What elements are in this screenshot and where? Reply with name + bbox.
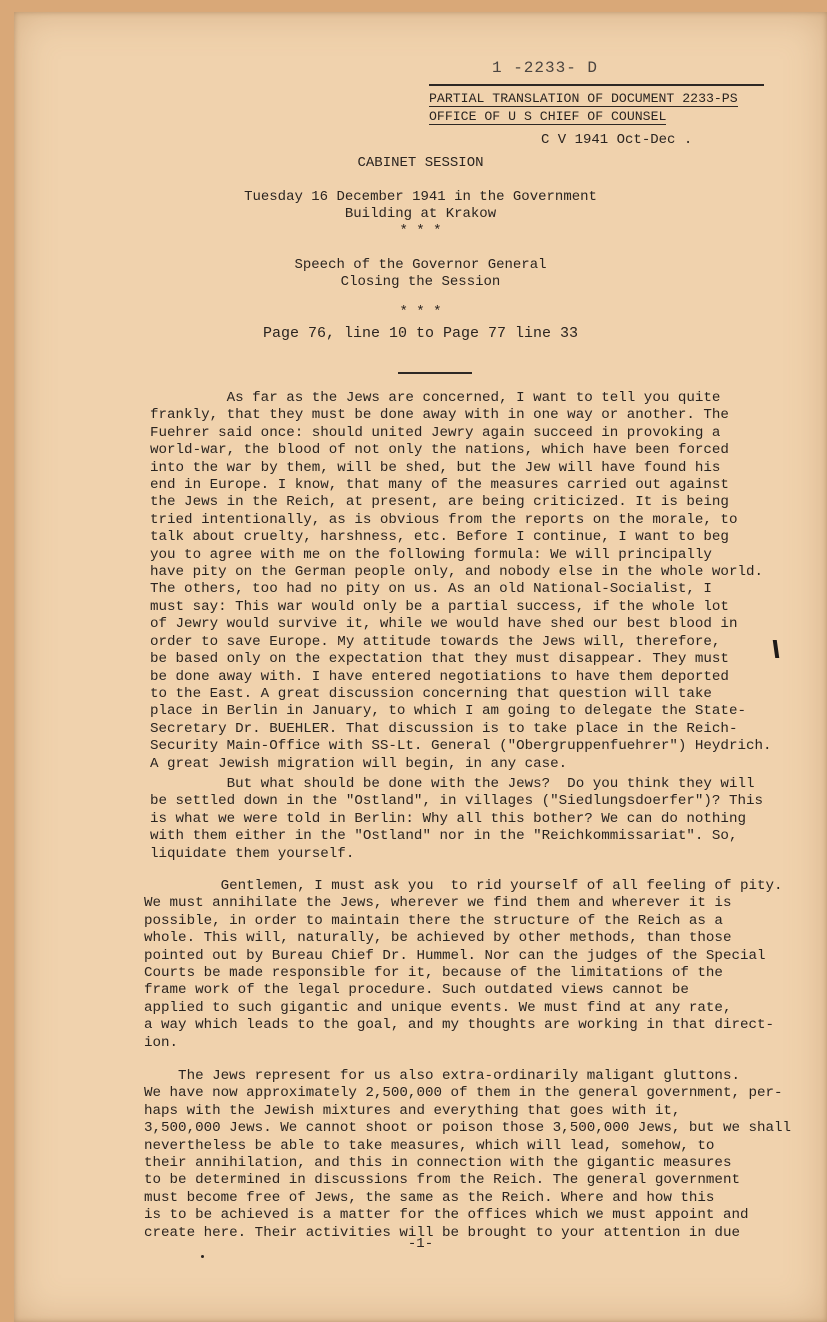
text-line: is to be achieved is a matter for the offices which we must appoint and [144, 1207, 749, 1224]
text-line: be based only on the expectation that they must disappear. They must [150, 651, 729, 668]
header-line-1: PARTIAL TRANSLATION OF DOCUMENT 2233-PS [429, 91, 738, 106]
text-line: Security Main-Office with SS-Lt. General ("Obergruppenfuehrer") Heydrich. [150, 738, 772, 755]
text-line: ion. [144, 1034, 179, 1051]
date-line-1: Tuesday 16 December 1941 in the Government [244, 189, 597, 205]
date-line-2: Building at Krakow [344, 206, 497, 222]
text-line: Gentlemen, I must ask you to rid yourself of all feeling of pity. [144, 878, 783, 894]
text-line: Courts be made responsible for it, because of the limitations of the [144, 965, 723, 982]
text-line: be settled down in the "Ostland", in villages ("Siedlungsdoerfer")? This [150, 793, 763, 810]
separator-stars-2: * * * [399, 304, 442, 320]
cv-reference: C V 1941 Oct-Dec . [541, 132, 693, 148]
text-line: Secretary Dr. BUEHLER. That discussion is to take place in the Reich- [150, 720, 738, 737]
text-line: into the war by them, will be shed, but the Jew will have found his [150, 459, 721, 476]
text-line: As far as the Jews are concerned, I want to tell you quite [150, 390, 721, 406]
text-line: talk about cruelty, harshness, etc. Before I continue, I want to beg [150, 529, 729, 546]
text-line: their annihilation, and this in connection with the gigantic measures [144, 1155, 732, 1172]
text-line: A great Jewish migration will begin, in any case. [150, 755, 568, 772]
text-line: of Jewry would survive it, while we would have shed our best blood in [150, 616, 738, 633]
document-title: CABINET SESSION [357, 155, 484, 171]
text-line: nevertheless be able to take measures, which will lead, somehow, to [144, 1137, 715, 1154]
text-line: must say: This war would only be a partial success, if the whole lot [150, 598, 729, 615]
text-line: frame work of the legal procedure. Such outdated views cannot be [144, 982, 689, 999]
text-line: liquidate them yourself. [150, 845, 355, 862]
text-line: order to save Europe. My attitude towards the Jews will, therefore, [150, 633, 721, 650]
text-line: place in Berlin in January, to which I am going to delegate the State- [150, 703, 746, 720]
document-page [14, 12, 827, 1322]
page-number: -1- [407, 1236, 434, 1252]
text-line: applied to such gigantic and unique events. We must find at any rate, [144, 999, 732, 1016]
text-line: haps with the Jewish mixtures and everything that goes with it, [144, 1102, 681, 1119]
text-line: 3,500,000 Jews. We cannot shoot or poison those 3,500,000 Jews, but we shall [144, 1120, 792, 1137]
paragraph-3 [144, 878, 824, 1052]
text-line: The Jews represent for us also extra-ordinarily maligant gluttons. [144, 1068, 740, 1084]
text-line: possible, in order to maintain there the structure of the Reich as a [144, 912, 723, 929]
paragraph-2 [150, 776, 827, 863]
text-line: you to agree with me on the following formula: We will principally [150, 546, 712, 563]
text-line: tried intentionally, as is obvious from the reports on the morale, to [150, 511, 738, 528]
ink-dot [201, 1255, 204, 1258]
text-line: We must annihilate the Jews, wherever we find them and wherever it is [144, 895, 732, 912]
header-line-2: OFFICE OF U S CHIEF OF COUNSEL [429, 109, 667, 124]
speech-line-2: Closing the Session [340, 274, 501, 290]
text-line: a way which leads to the goal, and my thoughts are working in that direct- [144, 1017, 775, 1034]
text-line: must become free of Jews, the same as the Reich. Where and how this [144, 1189, 715, 1206]
page-reference: Page 76, line 10 to Page 77 line 33 [262, 325, 579, 342]
text-line: create here. Their activities will be brought to your attention in due [144, 1224, 740, 1241]
speech-line-1: Speech of the Governor General [294, 257, 547, 273]
text-line: Fuehrer said once: should united Jewry again succeed in provoking a [150, 424, 721, 441]
text-line: the Jews in the Reich, at present, are being criticized. It is being [150, 494, 729, 511]
text-line: to the East. A great discussion concerning that question will take [150, 685, 712, 702]
translation-header [429, 84, 764, 125]
text-line: whole. This will, naturally, be achieved by other methods, than those [144, 930, 732, 947]
section-divider [398, 372, 472, 374]
text-line: have pity on the German people only, and nobody else in the whole world. [150, 564, 763, 581]
text-line: We have now approximately 2,500,000 of them in the general government, per- [144, 1085, 783, 1102]
text-line: The others, too had no pity on us. As an old National-Socialist, I [150, 581, 712, 598]
text-line: to be determined in discussions from the Reich. The general government [144, 1172, 740, 1189]
paragraph-1 [150, 390, 827, 773]
text-line: frankly, that they must be done away with in one way or another. The [150, 407, 729, 424]
text-line: world-war, the blood of not only the nations, which have been forced [150, 442, 729, 459]
document-number: 1 -2233- D [492, 59, 599, 77]
text-line: But what should be done with the Jews? Do you think they will [150, 776, 755, 792]
text-line: end in Europe. I know, that many of the measures carried out against [150, 477, 729, 494]
separator-stars-1: * * * [399, 223, 442, 239]
text-line: is what we were told in Berlin: Why all this bother? We can do nothing [150, 810, 746, 827]
paragraph-4 [144, 1068, 824, 1242]
text-line: pointed out by Bureau Chief Dr. Hummel. Nor can the judges of the Special [144, 947, 766, 964]
text-line: with them either in the "Ostland" nor in the "Reichkommissariat". So, [150, 828, 738, 845]
text-line: be done away with. I have entered negotiations to have them deported [150, 668, 729, 685]
